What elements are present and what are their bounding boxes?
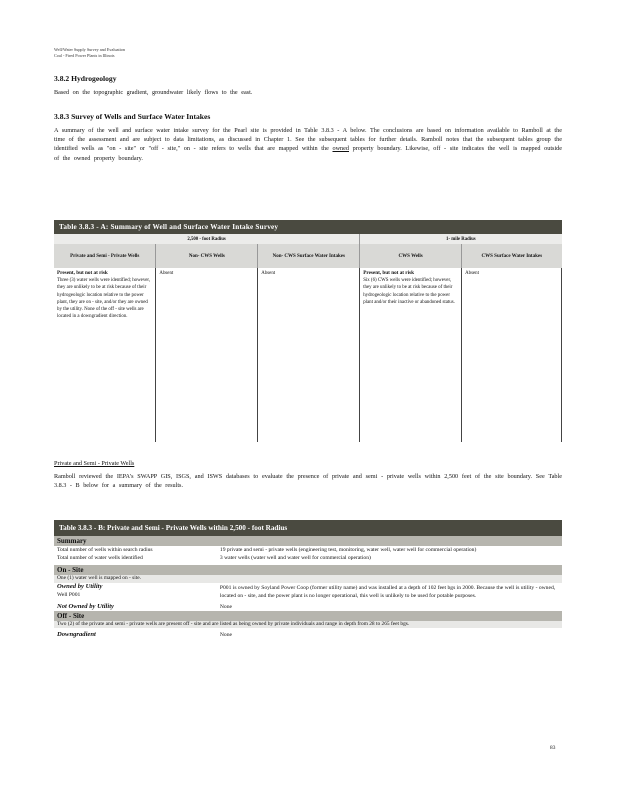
- section-summary: Summary: [54, 536, 562, 546]
- page-number: 83: [550, 745, 556, 751]
- col-non-cws-intakes: Non- CWS Surface Water Intakes: [258, 244, 360, 268]
- well-p001-label: Well P001: [57, 591, 81, 598]
- cell-cws-intakes: Absent: [462, 268, 562, 442]
- owned-by-utility-value: P001 is owned by Soyland Power Coop (former utility name) and was installed at a depth of 102 feet bgs in 2000. Because the well is utility - owned, located on - site, and the power plant is no longer operational, this well is unlikely to be used for potable purposes.: [219, 584, 556, 599]
- header-line-1: Well/Water Supply Survey and Evaluation: [54, 47, 125, 52]
- private-status: Present, but not at risk: [57, 270, 108, 276]
- downgradient-label: Downgradient: [57, 631, 96, 639]
- cell-private-wells: [54, 268, 156, 442]
- col-cws-intakes: CWS Surface Water Intakes: [462, 244, 562, 268]
- survey-paragraph: [54, 126, 562, 163]
- cell-non-cws-wells: Absent: [156, 268, 258, 442]
- table-b-title: Table 3.8.3 - B: Private and Semi - Private Wells within 2,500 - foot Radius: [54, 520, 562, 536]
- total-wells-value: 19 private and semi - private wells (engineering test, monitoring, water well, water well for commercial operation): [219, 547, 477, 553]
- cell-non-cws-intakes: Absent: [258, 268, 360, 442]
- table-3-8-3-b: [54, 520, 562, 639]
- private-detail: Three (3) water wells were identified; however, they are unlikely to be at risk because of their hydrogeologic location relative to the power plant, they are on - site, and/or they are owned by the utility. None of the off - site wells are located in a downgradient direction.: [57, 278, 151, 320]
- total-wells-label: Total number of wells within search radius: [57, 547, 153, 553]
- table-a-title: Table 3.8.3 - A: Summary of Well and Surface Water Intake Survey: [54, 220, 562, 234]
- heading-3-8-2: 3.8.2 Hydrogeology: [54, 74, 117, 83]
- private-wells-heading: Private and Semi - Private Wells: [54, 460, 135, 467]
- owned-by-utility-label: Owned by Utility: [57, 582, 103, 590]
- on-site-summary: One (1) water well is mapped on - site.: [54, 575, 562, 583]
- radius-1-mile-header: 1- mile Radius: [360, 234, 562, 244]
- col-non-cws-wells: Non- CWS Wells: [156, 244, 258, 268]
- col-cws-wells: CWS Wells: [360, 244, 462, 268]
- col-private-wells: Private and Semi - Private Wells: [54, 244, 156, 268]
- cws-status: Present, but not at risk: [363, 270, 414, 276]
- downgradient-value: None: [219, 632, 233, 639]
- section-on-site: On - Site: [54, 565, 562, 575]
- water-wells-label: Total number of water wells identified: [57, 555, 143, 561]
- section-off-site: Off - Site: [54, 611, 562, 621]
- radius-2500-header: 2,500 - foot Radius: [54, 234, 360, 244]
- not-owned-label: Not Owned by Utility: [57, 602, 114, 610]
- cell-cws-wells: [360, 268, 462, 442]
- water-wells-value: 3 water wells (water well and water well for commercial operation): [219, 555, 371, 561]
- survey-paragraph-part2: property boundary. Likewise, off - site indicates the well is mapped outside of the owned property boundary.: [54, 145, 563, 162]
- header-line-2: Coal - Fired Power Plants in Illinois: [54, 53, 115, 58]
- running-header: [54, 47, 254, 59]
- survey-paragraph-part1: A summary of the well and surface water intake survey for the Pearl site is provided in Table 3.8.3 - A below. The conclusions are based on information available to Ramboll at the time of the assessment and are subject to data limitations, as discussed in Chapter 1. See the subsequent tables for further details. Ramboll notes that the subsequent tables group the identified wells as "on - site" or "off - site," on - site refers to wells that are mapped within the: [54, 127, 562, 153]
- hydrogeology-text: Based on the topographic gradient, groundwater likely flows to the east.: [54, 89, 253, 96]
- table-3-8-3-a: [54, 220, 562, 442]
- cws-detail: Six (6) CWS wells were identified; however, they are unlikely to be at risk because of their hydrogeologic location relative to the power plant and/or their inactive or abandoned status.: [363, 278, 455, 305]
- heading-3-8-3: 3.8.3 Survey of Wells and Surface Water Intakes: [54, 112, 211, 121]
- owned-by-utility-cell: [54, 583, 217, 603]
- owned-underlined: owned: [332, 145, 349, 153]
- private-wells-text: Ramboll reviewed the IEPA's SWAPP GIS, ISGS, and ISWS databases to evaluate the presence of private and semi - private wells within 2,500 feet of the site boundary. See Table 3.8.3 - B below for a summary of the results.: [54, 473, 562, 490]
- off-site-summary: Two (2) of the private and semi - private wells are present off - site and are listed as being owned by private individuals and range in depth from 28 to 265 feet bgs.: [54, 621, 562, 629]
- not-owned-value: None: [219, 603, 233, 610]
